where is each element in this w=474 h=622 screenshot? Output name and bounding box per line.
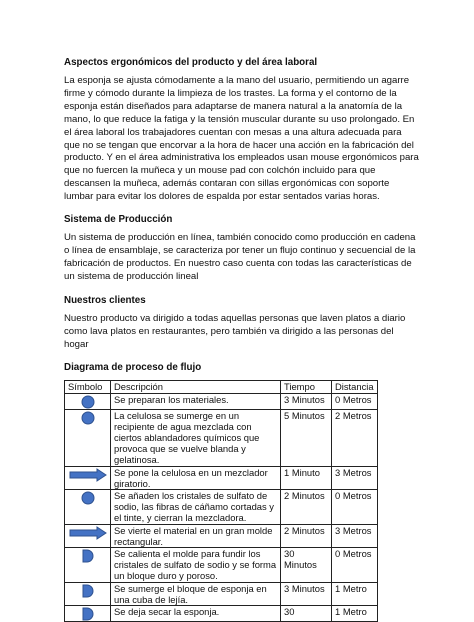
description-cell: Se sumerge el bloque de esponja en una cuba de lejía. [111,582,281,605]
time-cell: 2 Minutos [281,490,332,525]
description-cell: Se preparan los materiales. [111,393,281,409]
section-ergonomics [64,57,419,204]
description-cell: Se añaden los cristales de sulfato de sodio, las fibras de cáñamo cortadas y el tinte, y cierran la mezcladora. [111,490,281,525]
description-cell: Se pone la celulosa en un mezclador giratorio. [111,466,281,489]
time-cell: 3 Minutos [281,393,332,409]
section-paragraph: La esponja se ajusta cómodamente a la mano del usuario, permitiendo un agarre firme y cómodo durante la limpieza de los trastes. La forma y el contorno de la esponja están diseñados para adaptarse de manera natural a la anatomía de la mano, lo que reduce la fatiga y la tensión muscular durante su uso prolongado. En el área laboral los trabajadores cuentan con mesas a una altura adecuada para que no se tengan que encorvar a la hora de hacer una acción en la fabricación del producto. Y en el área administrativa los empleados usan mouse ergonómicos para que no fuercen la muñeca y un mouse pad con colchón incluido para que descansen la muñeca, además contaran con sillas ergonómicas con soporte lumbar para evitar los dolores de espalda por estar sentados varias horas. [64,75,419,203]
time-cell: 30 [281,606,332,622]
description-cell: Se vierte el material en un gran molde rectangular. [111,524,281,547]
process-table [64,380,378,622]
description-cell: Se deja secar la esponja. [111,606,281,622]
header-cell: Tiempo [281,381,332,393]
section-paragraph: Nuestro producto va dirigido a todas aquellas personas que laven platos a diario como lava platos en restaurantes, pero también va dirigido a las personas del hogar [64,312,406,350]
table-row [65,490,378,525]
section-production-system [64,214,419,284]
symbol-cell [65,409,111,466]
header-cell: Símbolo [65,381,111,393]
table-row [65,524,378,547]
circle-icon [65,395,110,409]
symbol-cell [65,524,111,547]
section-flow-diagram [64,362,419,622]
symbol-cell [65,466,111,489]
table-row [65,548,378,583]
distance-cell: 3 Metros [332,524,378,547]
description-cell: Se calienta el molde para fundir los cristales de sulfato de sodio y se forma un bloque duro y poroso. [111,548,281,583]
section-heading: Nuestros clientes [64,294,146,306]
section-heading: Aspectos ergonómicos del producto y del área laboral [64,57,318,68]
time-cell: 1 Minuto [281,466,332,489]
time-cell: 3 Minutos [281,582,332,605]
distance-cell: 0 Metros [332,490,378,525]
table-row [65,466,378,489]
distance-cell: 2 Metros [332,409,378,466]
distance-cell: 1 Metro [332,582,378,605]
time-cell: 30 Minutos [281,548,332,583]
section-paragraph: Un sistema de producción en línea, también conocido como producción en cadena o línea de ensamblaje, se caracteriza por tener un flujo continuo y secuencial de la fabricación de productos. En nuestro caso cuenta con todas las características de un sistema de producción lineal [64,232,416,282]
description-cell: La celulosa se sumerge en un recipiente de agua mezclada con ciertos ablandadores químicos que provoca que se vuelve blanda y gelatinosa. [111,409,281,466]
header-cell: Descripción [111,381,281,393]
arrow-icon [65,468,110,482]
time-cell: 2 Minutos [281,524,332,547]
section-heading: Diagrama de proceso de flujo [64,362,202,374]
document-page [64,57,419,622]
distance-cell: 0 Metros [332,393,378,409]
table-row [65,409,378,466]
arrow-icon [65,526,110,540]
distance-cell: 1 Metro [332,606,378,622]
section-clients [64,295,419,352]
table-row [65,393,378,409]
delay-icon [65,584,110,598]
header-cell: Distancia [332,381,378,393]
symbol-cell [65,582,111,605]
symbol-cell [65,606,111,622]
circle-icon [65,491,110,505]
distance-cell: 3 Metros [332,466,378,489]
symbol-cell [65,548,111,583]
delay-icon [65,607,110,621]
distance-cell: 0 Metros [332,548,378,583]
circle-icon [65,411,110,425]
symbol-cell [65,393,111,409]
table-header-row [65,381,378,393]
table-row [65,582,378,605]
section-heading: Sistema de Producción [64,214,173,226]
table-row [65,606,378,622]
time-cell: 5 Minutos [281,409,332,466]
delay-icon [65,549,110,563]
symbol-cell [65,490,111,525]
